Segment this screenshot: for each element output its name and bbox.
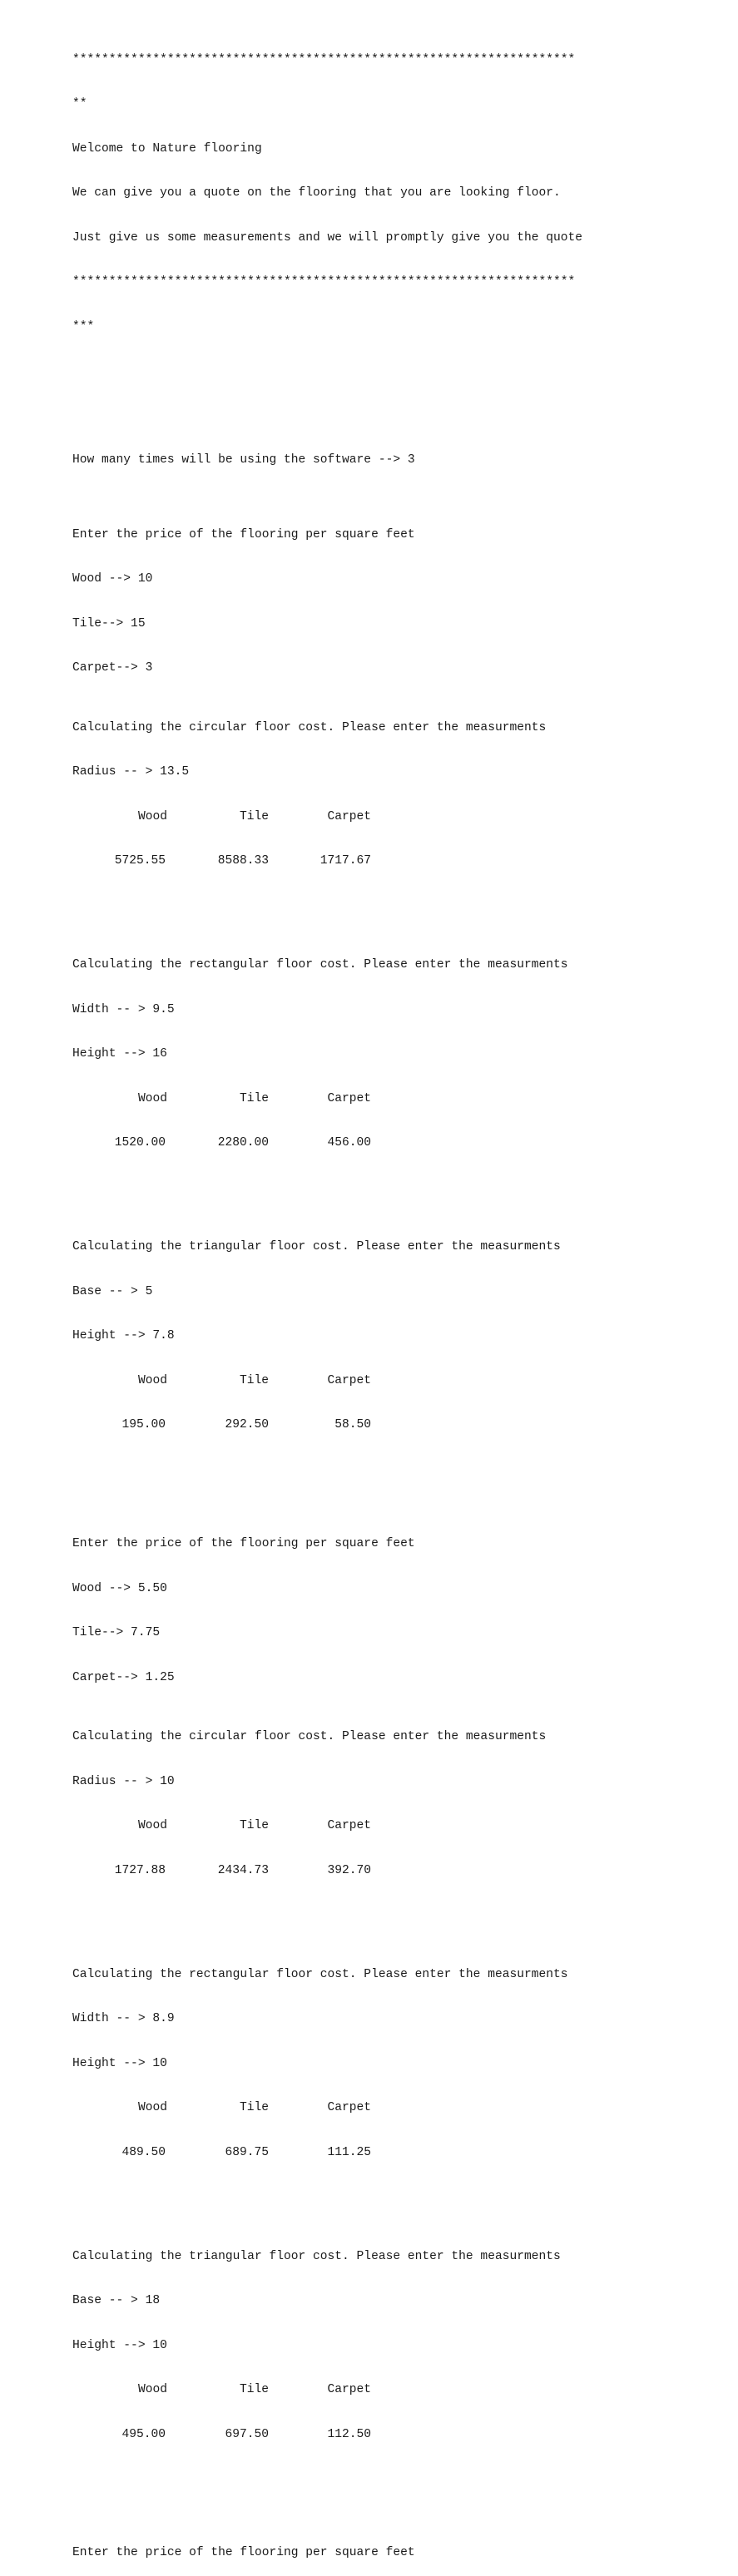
wood-price-input: Wood --> 5.50 (72, 1581, 167, 1595)
blank-line (72, 899, 730, 914)
result-values-row (72, 1864, 730, 1879)
banner-stars-top-wrap: ** (72, 97, 87, 111)
tile-cost: 689.75 (225, 2145, 269, 2159)
header-carpet: Carpet (327, 1091, 371, 1105)
radius-input: Radius -- > 13.5 (72, 765, 190, 779)
header-wood: Wood (137, 809, 167, 823)
triangular-prompt: Calculating the triangular floor cost. Please enter the measurments (72, 2249, 561, 2263)
spacer (72, 364, 730, 409)
height-input: Height --> 10 (72, 2056, 167, 2070)
tile-cost: 697.50 (225, 2427, 269, 2441)
carpet-cost: 392.70 (327, 1863, 371, 1877)
carpet-price-input: Carpet--> 1.25 (72, 1670, 175, 1684)
blank-line (72, 1908, 730, 1923)
header-wood: Wood (137, 1819, 167, 1833)
wood-cost: 495.00 (121, 2427, 166, 2441)
base-input: Base -- > 18 (72, 2294, 161, 2308)
carpet-price-input: Carpet--> 3 (72, 661, 153, 675)
height-input: Height --> 16 (72, 1047, 167, 1061)
banner-line-2: We can give you a quote on the flooring that you are looking floor. (72, 186, 561, 200)
console-output (72, 23, 730, 2560)
carpet-cost: 58.50 (334, 1418, 371, 1432)
header-carpet: Carpet (327, 1373, 371, 1387)
result-header-row (72, 1819, 730, 1834)
result-header-row (72, 2383, 730, 2398)
circular-prompt: Calculating the circular floor cost. Please enter the measurments (72, 1730, 547, 1743)
result-values-row (72, 854, 730, 869)
result-header-row (72, 2101, 730, 2116)
width-input: Width -- > 8.9 (72, 2012, 175, 2026)
header-tile: Tile (239, 1091, 269, 1105)
price-prompt: Enter the price of the flooring per square feet (72, 1537, 415, 1551)
carpet-cost: 111.25 (327, 2145, 371, 2159)
circular-prompt: Calculating the circular floor cost. Please enter the measurments (72, 720, 547, 734)
tile-cost: 292.50 (225, 1418, 269, 1432)
wood-cost: 489.50 (121, 2145, 166, 2159)
header-tile: Tile (239, 1819, 269, 1833)
wood-price-input: Wood --> 10 (72, 572, 153, 586)
result-values-row (72, 2146, 730, 2161)
base-input: Base -- > 5 (72, 1284, 153, 1298)
blank-line (72, 2190, 730, 2205)
header-carpet: Carpet (327, 1819, 371, 1833)
tile-price-input: Tile--> 15 (72, 616, 146, 630)
header-tile: Tile (239, 809, 269, 823)
wood-cost: 5725.55 (114, 854, 166, 868)
header-wood: Wood (137, 1373, 167, 1387)
height-input: Height --> 10 (72, 2338, 167, 2352)
tile-cost: 8588.33 (217, 854, 269, 868)
tile-cost: 2434.73 (217, 1863, 269, 1877)
tile-price-input: Tile--> 7.75 (72, 1626, 161, 1640)
blank-line (72, 2472, 730, 2487)
banner-line-3: Just give us some measurements and we will promptly give you the quote (72, 230, 583, 245)
result-header-row (72, 1092, 730, 1107)
banner-stars-top: ********************************************************************* (72, 52, 576, 67)
header-tile: Tile (239, 1373, 269, 1387)
result-values-row (72, 1136, 730, 1151)
radius-input: Radius -- > 10 (72, 1774, 175, 1788)
result-header-row (72, 810, 730, 825)
carpet-cost: 112.50 (327, 2427, 371, 2441)
header-wood: Wood (137, 1091, 167, 1105)
header-carpet: Carpet (327, 2383, 371, 2397)
carpet-cost: 1717.67 (319, 854, 371, 868)
header-wood: Wood (137, 2101, 167, 2115)
rectangular-prompt: Calculating the rectangular floor cost. Please enter the measurments (72, 1967, 568, 1981)
rectangular-prompt: Calculating the rectangular floor cost. Please enter the measurments (72, 958, 568, 972)
triangular-prompt: Calculating the triangular floor cost. Please enter the measurments (72, 1240, 561, 1254)
height-input: Height --> 7.8 (72, 1329, 175, 1343)
result-values-row (72, 2428, 730, 2443)
wood-cost: 1520.00 (114, 1136, 166, 1150)
wood-cost: 195.00 (121, 1418, 166, 1432)
carpet-cost: 456.00 (327, 1136, 371, 1150)
header-tile: Tile (239, 2383, 269, 2397)
wood-cost: 1727.88 (114, 1863, 166, 1877)
blank-line (72, 1463, 730, 1478)
banner-stars-bottom-wrap: *** (72, 319, 95, 334)
header-carpet: Carpet (327, 2101, 371, 2115)
width-input: Width -- > 9.5 (72, 1002, 175, 1016)
tile-cost: 2280.00 (217, 1136, 269, 1150)
result-values-row (72, 1418, 730, 1433)
welcome-text: Welcome to Nature flooring (72, 141, 262, 156)
banner-stars-bottom: ********************************************************************* (72, 275, 576, 289)
header-carpet: Carpet (327, 809, 371, 823)
header-tile: Tile (239, 2101, 269, 2115)
price-prompt: Enter the price of the flooring per square feet (72, 2546, 415, 2560)
header-wood: Wood (137, 2383, 167, 2397)
blank-line (72, 1181, 730, 1196)
times-prompt: How many times will be using the software --> 3 (72, 453, 415, 467)
result-header-row (72, 1374, 730, 1389)
price-prompt: Enter the price of the flooring per square feet (72, 527, 415, 541)
